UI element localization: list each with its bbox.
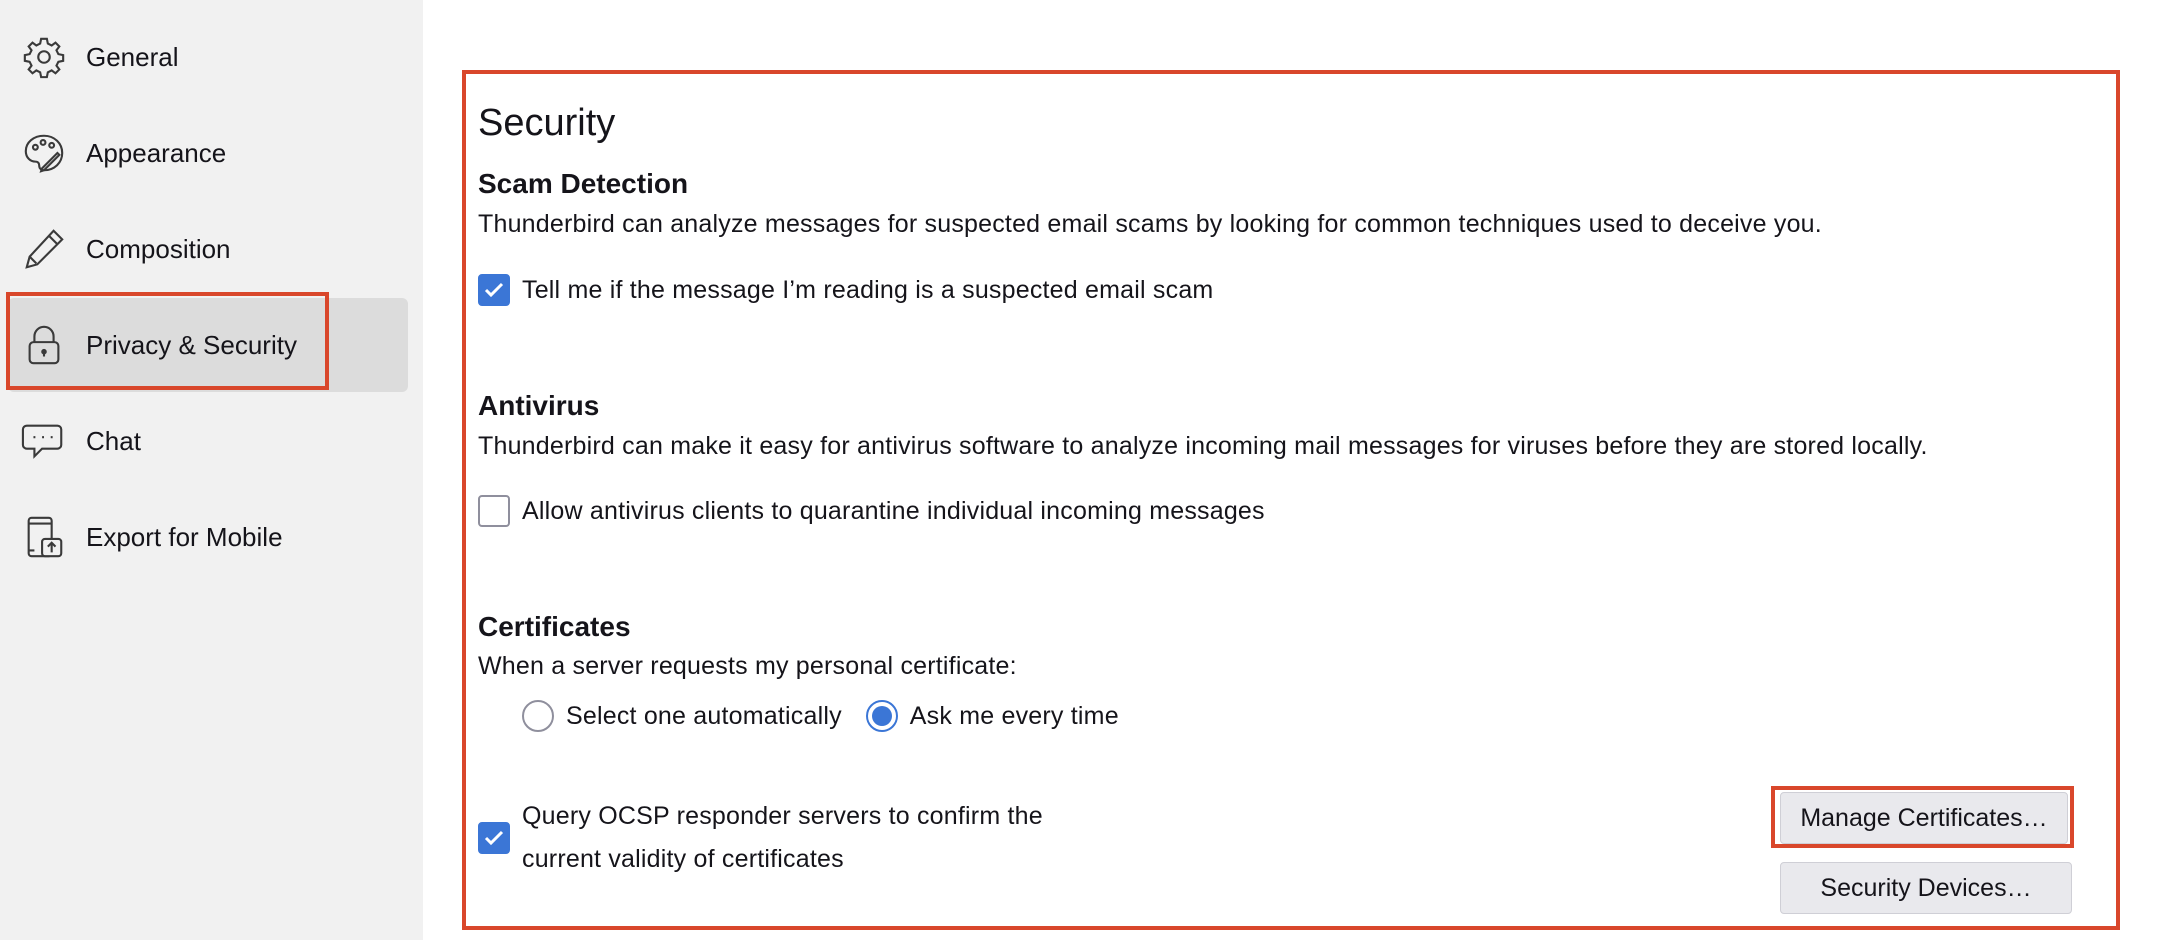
sidebar-item-general[interactable]: [8, 10, 408, 104]
antivirus-description: Thunderbird can make it easy for antivirus software to analyze incoming mail messages for viruses before they are stored locally.: [478, 432, 1928, 460]
antivirus-checkbox[interactable]: [478, 495, 510, 527]
sidebar-item-label: Composition: [86, 233, 231, 264]
sidebar-item-chat[interactable]: [8, 394, 408, 488]
sidebar-item-label: Chat: [86, 425, 141, 456]
manage-certificates-button[interactable]: Manage Certificates…: [1780, 792, 2068, 844]
scam-detection-description: Thunderbird can analyze messages for suspected email scams by looking for common techniques used to deceive you.: [478, 210, 1822, 238]
ocsp-label-line2: current validity of certificates: [522, 845, 844, 873]
palette-icon: [20, 129, 68, 177]
sidebar-item-label: Export for Mobile: [86, 521, 283, 552]
radio-label[interactable]: Select one automatically: [566, 701, 842, 730]
lock-icon: [20, 321, 68, 369]
checkmark-icon: [482, 826, 506, 850]
sidebar-item-composition[interactable]: [8, 202, 408, 296]
chat-bubble-icon: [20, 417, 68, 465]
sidebar-item-appearance[interactable]: [8, 106, 408, 200]
antivirus-label: Allow antivirus clients to quarantine individual incoming messages: [522, 496, 1265, 525]
radio-label[interactable]: Ask me every time: [909, 701, 1119, 730]
ocsp-checkbox[interactable]: [478, 822, 510, 854]
ocsp-option[interactable]: [478, 795, 1043, 881]
sidebar-item-label: Privacy & Security: [86, 329, 297, 360]
scam-detection-label: Tell me if the message I’m reading is a suspected email scam: [522, 275, 1214, 304]
gear-icon: [20, 33, 68, 81]
sidebar-item-export-for-mobile[interactable]: [8, 490, 408, 584]
page-title: Security: [478, 102, 616, 144]
antivirus-heading: Antivirus: [478, 390, 600, 421]
scam-detection-checkbox[interactable]: [478, 274, 510, 306]
scam-detection-option[interactable]: [478, 274, 1213, 306]
sidebar: [0, 0, 423, 940]
sidebar-item-privacy-security[interactable]: [8, 298, 408, 392]
radio-ask-every-time[interactable]: [866, 700, 898, 732]
ocsp-label: [522, 795, 1043, 881]
certificate-radio-group: [522, 700, 1143, 732]
certificates-description: When a server requests my personal certificate:: [478, 652, 1017, 680]
antivirus-option[interactable]: [478, 495, 1265, 527]
radio-select-automatically[interactable]: [522, 700, 554, 732]
certificates-heading: Certificates: [478, 611, 631, 642]
pencil-icon: [20, 225, 68, 273]
scam-detection-heading: Scam Detection: [478, 168, 689, 199]
mobile-export-icon: [20, 513, 68, 561]
ocsp-label-line1: Query OCSP responder servers to confirm the: [522, 802, 1043, 830]
checkmark-icon: [482, 278, 506, 302]
sidebar-item-label: Appearance: [86, 137, 227, 168]
security-devices-button[interactable]: Security Devices…: [1780, 862, 2072, 914]
sidebar-item-label: General: [86, 41, 179, 72]
